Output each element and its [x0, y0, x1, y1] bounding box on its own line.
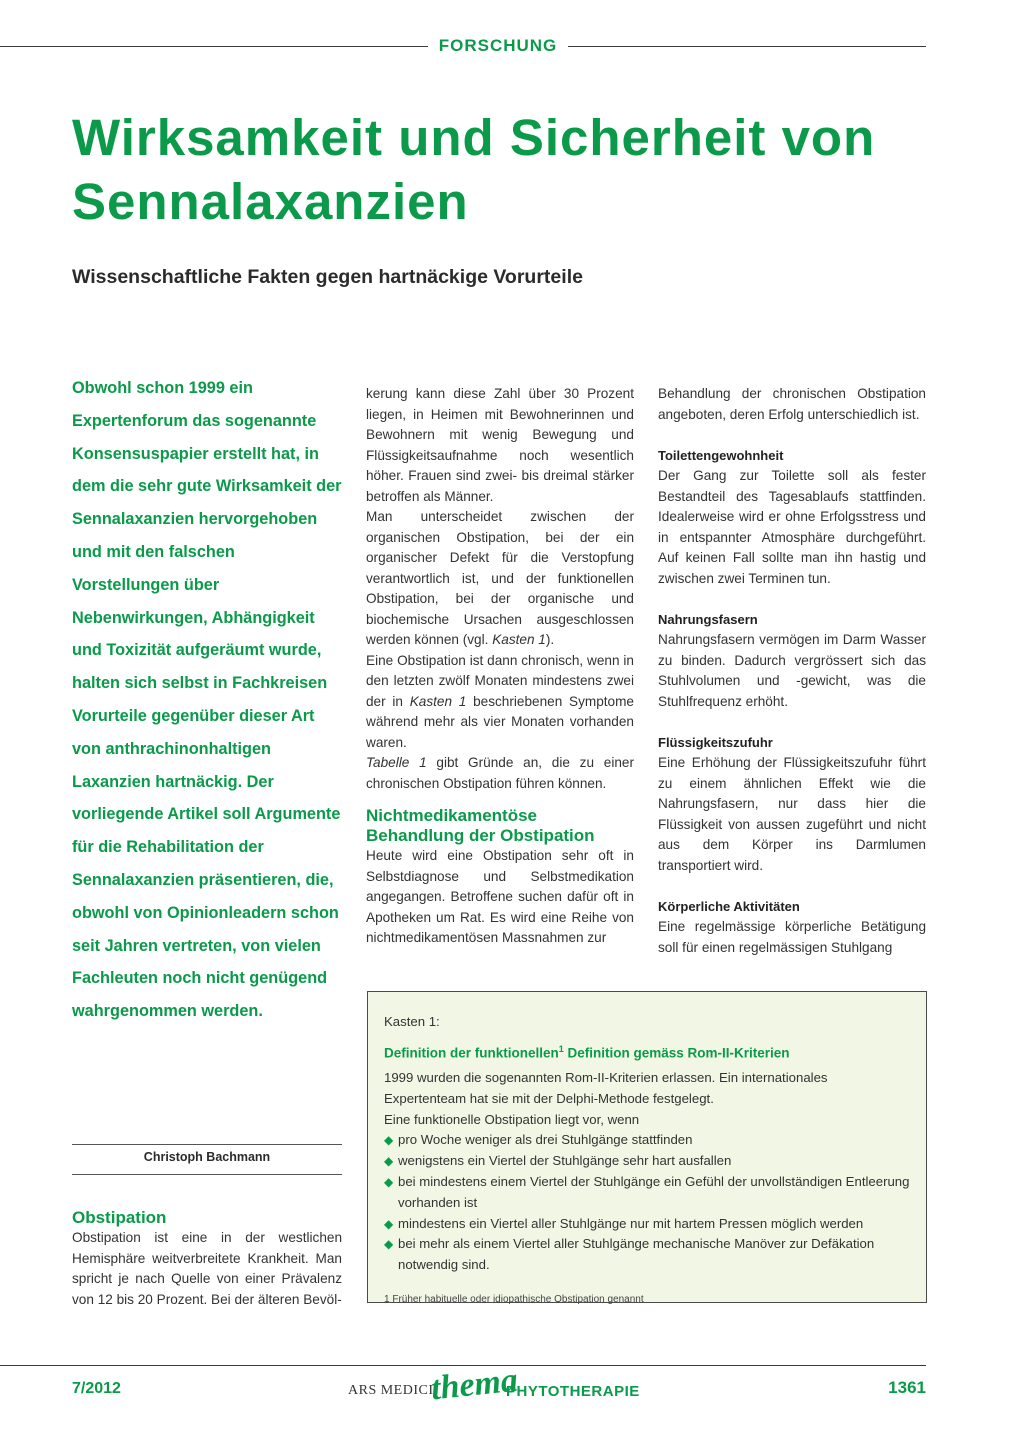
list-item-text: pro Woche weniger als drei Stuhlgänge stattfinden: [398, 1132, 693, 1148]
footer-rule: [0, 1365, 926, 1366]
diamond-bullet-icon: ◆: [384, 1133, 394, 1148]
footer-section: PHYTOTHERAPIE: [506, 1383, 640, 1400]
text: gibt Gründe an, die zu einer chronischen Obstipation führen können.: [366, 755, 634, 791]
box-intro: 1999 wurden die sogenannten Rom-II-Kriterien erlassen. Ein internationales Expertenteam hat sie mit der Delphi-Methode festgelegt.: [384, 1070, 828, 1106]
author-name: Christoph Bachmann: [143, 1150, 271, 1164]
paragraph: Obstipation ist eine in der westlichen Hemisphäre weitverbreitete Krankheit. Man spricht je nach Quelle von einer Prävalenz von 12 bis 20 Prozent. Bei der älteren Bevöl-: [72, 1230, 342, 1307]
thema-logo: thema: [429, 1361, 520, 1408]
spacer: [658, 876, 926, 897]
section-label: FORSCHUNG: [438, 36, 558, 55]
paragraph: kerung kann diese Zahl über 30 Prozent liegen, in Heimen mit Bewohnerinnen und Bewohnern mit wenig Bewegung und Flüssigkeitsaufnahme noch wesentlich höher. Frauen sind zwei- bis dreimal stärker betroffen als Männer.: [366, 386, 634, 504]
box-title: [384, 1039, 912, 1064]
diamond-bullet-icon: ◆: [384, 1237, 394, 1252]
paragraph: Nahrungsfasern vermögen im Darm Wasser zu binden. Dadurch vergrössert sich das Stuhlvolumen und -gewicht, was die Stuhlfrequenz erhöht.: [658, 632, 926, 709]
box-label: Kasten 1:: [384, 1014, 440, 1029]
list-item: [384, 1234, 912, 1276]
list-item-text: bei mehr als einem Viertel aller Stuhlgänge mechanische Manöver zur Defäkation notwendig sind.: [398, 1236, 875, 1273]
list-item: [384, 1214, 912, 1235]
author-rule-top: [72, 1144, 342, 1145]
list-item: [384, 1151, 912, 1172]
footnote-marker: 1: [558, 1043, 564, 1054]
box-reference: Kasten 1: [409, 693, 467, 709]
author-rule-bottom: [72, 1174, 342, 1175]
spacer: [658, 712, 926, 733]
list-item-text: mindestens ein Viertel aller Stuhlgänge nur mit hartem Pressen möglich werden: [398, 1215, 864, 1231]
table-reference: Tabelle 1: [366, 755, 427, 770]
paragraph: [366, 507, 634, 651]
subheading-fluids: Flüssigkeitszufuhr: [658, 734, 773, 750]
info-box-kasten-1: [367, 991, 927, 1306]
spacer: [658, 589, 926, 610]
text: Definition der funktionellen: [384, 1045, 559, 1061]
text: beschriebenen Symptome während mehr als vier Monaten vorhanden waren.: [366, 693, 634, 750]
subheading-toilet: Toilettengewohnheit: [658, 447, 784, 463]
section-heading-obstipation: Obstipation: [72, 1208, 167, 1227]
paragraph: [366, 753, 634, 794]
article-subtitle: Wissenschaftliche Fakten gegen hartnäckige Vorurteile: [72, 266, 583, 288]
section-heading-treatment: Nichtmedikamentöse Behandlung der Obstipation: [366, 806, 595, 845]
diamond-bullet-icon: ◆: [384, 1175, 394, 1190]
box-reference: Kasten 1: [492, 632, 546, 647]
list-item-text: bei mindestens einem Viertel der Stuhlgänge ein Gefühl der unvollständigen Entleerung vorhanden ist: [398, 1174, 910, 1210]
paragraph: Eine regelmässige körperliche Betätigung soll für einen regelmässigen Stuhlgang: [658, 919, 926, 955]
box-intro-2: Eine funktionelle Obstipation liegt vor, wenn: [384, 1111, 640, 1127]
header-rule-right: [568, 46, 926, 47]
spacer: [658, 425, 926, 446]
subheading-activity: Körperliche Aktivitäten: [658, 898, 800, 914]
paragraph: Eine Erhöhung der Flüssigkeitszufuhr führt zu einem ähnlichen Effekt wie die Nahrungsfasern, nur dass hier die Flüssigkeit von aussen zugeführt und nicht aus dem Körper ins Darmlumen transportiert wird.: [658, 755, 926, 873]
list-item: [384, 1172, 912, 1214]
text: Man unterscheidet zwischen der organischen Obstipation, bei der ein organischer Defekt für die Verstopfung verantwortlich ist, und der funktionellen Obstipation, bei der organische und biochemische Ursachen ausgeschlossen werden können (vgl.: [366, 509, 634, 647]
article-title: Wirksamkeit und Sicherheit von Sennalaxanzien: [72, 109, 876, 230]
page-number: 1361: [888, 1378, 926, 1397]
text: Definition gemäss Rom-II-Kriterien: [563, 1045, 790, 1061]
brand-logo: ARS MEDICI: [348, 1383, 434, 1398]
box-footnote: 1 Früher habituelle oder idiopathische Obstipation genannt: [384, 1294, 644, 1306]
diamond-bullet-icon: ◆: [384, 1154, 394, 1169]
paragraph: Der Gang zur Toilette soll als fester Bestandteil des Tagesablaufs stattfinden. Idealerweise wird er ohne Erfolgsstress und in entspannter Atmosphäre durchgeführt. Auf keinen Fall sollte man ihn hastig und zwischen zwei Terminen tun.: [658, 468, 926, 586]
subheading-fibers: Nahrungsfasern: [658, 611, 758, 627]
column-2: [366, 384, 634, 949]
issue-number: 7/2012: [72, 1380, 121, 1397]
list-item: [384, 1130, 912, 1151]
paragraph: Behandlung der chronischen Obstipation angeboten, deren Erfolg unterschiedlich ist.: [658, 386, 926, 422]
list-item-text: wenigstens ein Viertel der Stuhlgänge sehr hart ausfallen: [398, 1153, 732, 1169]
paragraph: Heute wird eine Obstipation sehr oft in Selbstdiagnose und Selbstmedikation angegangen. Betroffene suchen dafür oft in Apotheken um Rat. Es wird eine Reihe von nichtmedikamentösen Massnahmen zur: [366, 848, 634, 945]
column-3: [658, 384, 926, 958]
lead-paragraph: Obwohl schon 1999 ein Expertenforum das sogenannte Konsensuspapier erstellt hat, in dem die sehr gute Wirksamkeit der Sennalaxanzien hervorgehoben und mit den falschen Vorstellungen über Nebenwirkungen, Abhängigkeit und Toxizität aufgeräumt wurde, halten sich selbst in Fachkreisen Vorurteile gegenüber dieser Art von anthrachinonhaltigen Laxanzien hartnäckig. Der vorliegende Artikel soll Argumente für die Rehabilitation der Sennalaxanzien präsentieren, die, obwohl von Opinionleadern schon seit Jahren vertreten, von vielen Fachleuten noch nicht genügend wahrgenommen werden.: [72, 379, 342, 1021]
header-rule-left: [0, 46, 428, 47]
spacer: [366, 794, 634, 806]
paragraph: [366, 651, 634, 754]
column-1: [72, 1208, 342, 1310]
text: ).: [545, 632, 555, 647]
text: Eine Obstipation ist dann chronisch, wenn in den letzten zwölf Monaten mindestens zwei der in: [366, 652, 634, 709]
diamond-bullet-icon: ◆: [384, 1216, 394, 1231]
